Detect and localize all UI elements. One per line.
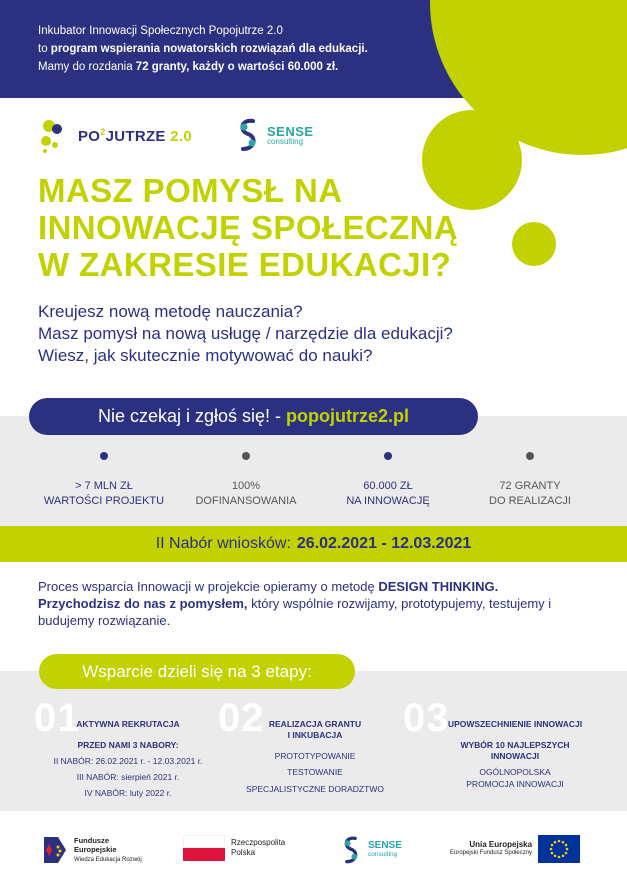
ue-line-1: Unia Europejska [469, 840, 533, 849]
stat-value: 100% [231, 480, 261, 492]
headline-line-3: W ZAKRESIE EDUKACJI? [38, 246, 452, 283]
header-line-3-plain: Mamy do rozdania [38, 61, 136, 73]
stage-1-subtitle: PRZED NAMI 3 NABORY: [77, 740, 179, 750]
sense-wordmark [267, 125, 314, 146]
fe-line-3: Wiedza Edukacja Rozwój [74, 856, 142, 863]
stage-2-line-2: TESTOWANIE [287, 767, 343, 777]
stage-3-line-1: OGÓLNOPOLSKA [479, 767, 551, 777]
process-line-1-bold: DESIGN THINKING. [378, 579, 499, 594]
bullet-dot-icon [242, 452, 250, 460]
stage-1-line-3: IV NABÓR: luty 2022 r. [84, 788, 172, 798]
fe-text [74, 836, 142, 865]
header-line-3 [38, 58, 458, 76]
stat-label: NA INNOWACJĘ [346, 495, 430, 507]
process-line-2-bold: Przychodzisz do nas z pomysłem, [38, 596, 248, 611]
bullet-dot-icon [526, 452, 534, 460]
process-description [38, 578, 598, 629]
process-line-1 [38, 578, 598, 595]
headline-line-2: INNOWACJĘ SPOŁECZNĄ [38, 209, 459, 246]
stage-3-line-2: PROMOCJA INNOWACJI [466, 779, 564, 789]
header-line-2-plain: to [38, 43, 51, 55]
question-1: Kreujesz nową metodę nauczania? [38, 302, 303, 321]
header-line-2 [38, 40, 458, 58]
stat-label: WARTOŚCI PROJEKTU [43, 495, 165, 507]
stage-3-subtitle-line-2: INNOWACJI [490, 751, 540, 761]
ue-text [450, 840, 532, 858]
bullet-dot-icon [384, 452, 392, 460]
stages-title: Wsparcie dzieli się na 3 etapy: [39, 654, 355, 689]
decorative-circle-small [512, 222, 556, 266]
stage-3-subtitle: WYBÓR 10 NAJLEPSZYCH [460, 740, 570, 750]
sense-consulting-logo [235, 117, 314, 153]
nabor-band [0, 526, 627, 562]
stage-number-2: 02 [218, 696, 265, 740]
polish-flag-icon [183, 835, 225, 861]
popojutrze-logo [38, 117, 192, 155]
popojutrze-word-sup: 2 [100, 127, 106, 137]
stat-value: > 7 MLN ZŁ [75, 480, 133, 492]
fe-star-icon [40, 835, 68, 865]
bullet-dot-icon [100, 452, 108, 460]
rp-line-1: Rzeczpospolita [231, 838, 286, 847]
question-3: Wiesz, jak skutecznie motywować do nauki? [38, 346, 373, 365]
rzeczpospolita-logo [183, 835, 285, 861]
sense-mark-icon [340, 835, 362, 865]
stage-number-3: 03 [403, 696, 450, 740]
stage-2-title-line-2: I INKUBACJA [287, 730, 343, 740]
stat-funding [171, 452, 321, 509]
popojutrze-word-rest: JUTRZE [105, 128, 166, 145]
stage-number-1: 01 [34, 696, 81, 740]
header-line-3-bold: 72 granty, każdy o wartości 60.000 zł. [135, 61, 339, 73]
header-line-2-bold: program wspierania nowatorskich rozwiązań dla edukacji. [50, 43, 368, 55]
process-line-2 [38, 595, 598, 629]
sense-footer-text [368, 841, 402, 859]
sense-footer-logo [340, 835, 402, 865]
stage-1-line-2: III NABÓR: sierpień 2021 r. [76, 772, 180, 782]
stage-1-title: AKTYWNA REKRUTACJA [76, 719, 180, 729]
sense-footer-word: SENSE [368, 840, 402, 851]
process-line-1-plain: Proces wsparcia Innowacji w projekcie opieramy o metodę [38, 579, 379, 594]
cta-text: Nie czekaj i zgłoś się! - [97, 406, 287, 426]
sense-sub: consulting [267, 136, 304, 146]
fe-line-1: Fundusze [74, 835, 109, 845]
fundusze-europejskie-logo [40, 835, 142, 865]
stage-3-title: UPOWSZECHNIENIE INNOWACJI [447, 719, 583, 729]
nabor-dates: 26.02.2021 - 12.03.2021 [296, 535, 472, 552]
rp-line-2: Polska [231, 848, 256, 857]
stat-value: 60.000 ZŁ [363, 480, 413, 492]
headline-line-1: MASZ POMYSŁ NA [38, 172, 343, 209]
rp-text [231, 838, 285, 858]
header-intro [38, 22, 458, 76]
stat-label: DO REALIZACJI [489, 495, 571, 507]
fe-line-2: Europejskie [74, 844, 117, 854]
popojutrze-word-po: PO [78, 128, 101, 145]
ue-line-2: Europejski Fundusz Społeczny [450, 850, 533, 856]
process-line-2-plain: który wspólnie rozwijamy, prototypujemy, testujemy i budujemy rozwiązanie. [38, 596, 552, 628]
header-line-1: Inkubator Innowacji Społecznych Popojutrze 2.0 [38, 25, 283, 37]
stat-label: DOFINANSOWANIA [195, 495, 297, 507]
stat-grants [455, 452, 605, 509]
popojutrze-wordmark [78, 127, 192, 145]
stage-2-title: REALIZACJA GRANTU [268, 719, 362, 729]
questions [38, 301, 453, 367]
stat-per-innovation [313, 452, 463, 509]
stage-1-line-1: II NABÓR: 26.02.2021 r. - 12.03.2021 r. [53, 756, 203, 766]
stage-2-line-3: SPECJALISTYCZNE DORADZTWO [246, 784, 384, 794]
stat-project-value [29, 452, 179, 509]
unia-europejska-logo [450, 835, 580, 863]
question-2: Masz pomysł na nową usługę / narzędzie dla edukacji? [38, 324, 453, 343]
popojutrze-word-version: 2.0 [170, 128, 192, 145]
sense-mark-icon [235, 117, 261, 153]
stage-2-line-1: PROTOTYPOWANIE [274, 751, 356, 761]
sense-word: SENSE [267, 123, 314, 139]
cta-link[interactable]: popojutrze2.pl [286, 406, 410, 426]
eu-flag-icon [538, 835, 580, 863]
cta-banner[interactable] [29, 398, 478, 435]
sense-footer-sub: consulting [368, 851, 398, 858]
popojutrze-mark-icon [38, 117, 70, 155]
stat-value: 72 GRANTY [499, 480, 561, 492]
nabor-label: II Nabór wniosków: [155, 535, 291, 552]
headline [38, 172, 458, 283]
